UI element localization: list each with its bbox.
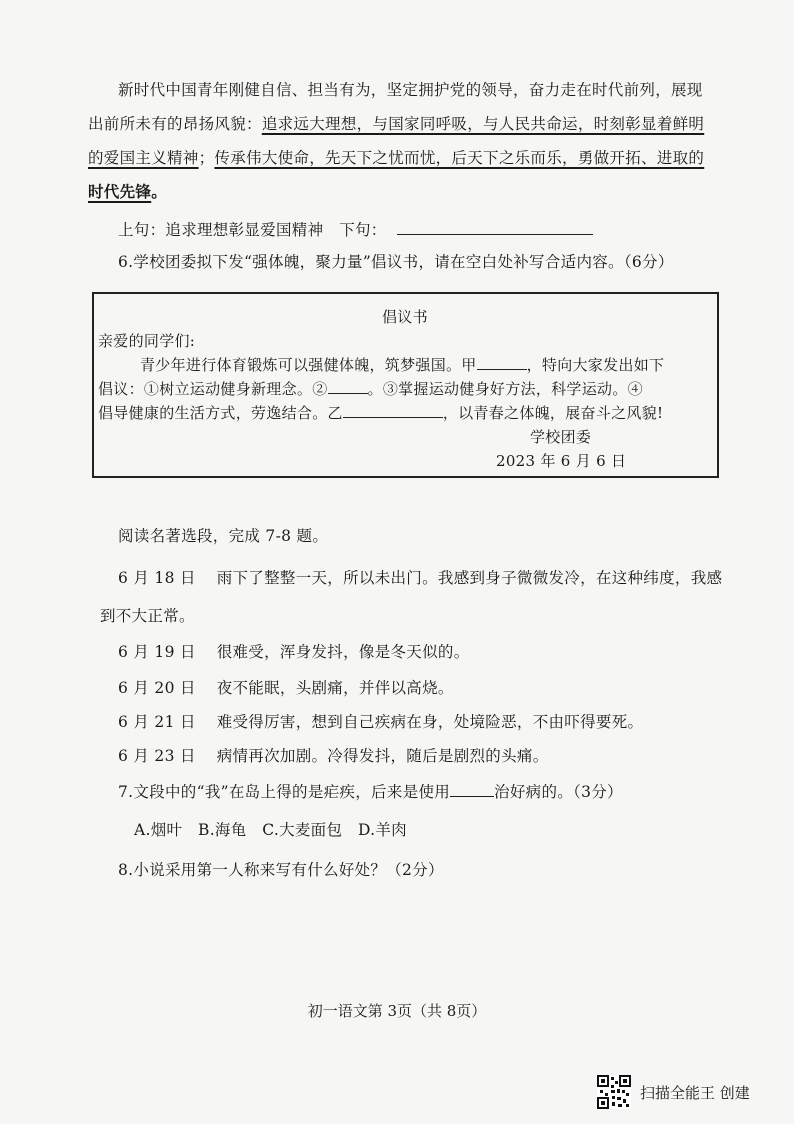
underlined-phrase-1: 追求远大理想，与国家同呼吸，与人民共命运，时刻彰显着鲜明 [261,115,705,133]
proposal-date: 2023 年 6 月 6 日 [496,452,627,470]
diary-text-4: 难受得厉害，想到自己疾病在身，处境险恶，不由吓得要死。 [216,713,644,731]
passage-line-4 [88,180,167,202]
page-footer: 初一语文第 3页（共 8页） [307,1002,487,1020]
diary-entry-1 [118,566,722,588]
q7-prompt-a: 7.文段中的“我”在岛上得的是疟疾，后来是使用 [118,783,451,801]
diary-text-3: 夜不能眠，头剧痛，并伴以高烧。 [216,679,454,697]
q7-options [134,818,407,840]
passage-line-2 [88,112,704,134]
underlined-phrase-4: 时代先锋 [88,182,152,201]
underlined-phrase-2: 的爱国主义精神 [88,149,199,167]
diary-date-4: 6 月 21 日 [118,713,196,731]
diary-entry-3 [118,676,454,698]
diary-date-5: 6 月 23 日 [118,747,196,765]
proposal-line-3-a: 倡导健康的生活方式，劳逸结合。乙 [98,404,343,422]
proposal-line-1-a: 青少年进行体育锻炼可以强健体魄，筑梦强国。甲 [140,356,477,374]
proposal-line-1-b: ，特向大家发出如下 [526,356,665,374]
q7-prompt [118,780,623,802]
q7-prompt-b: 治好病的。（3分） [494,783,623,801]
proposal-signer: 学校团委 [530,428,592,446]
diary-text-2: 很难受，浑身发抖，像是冬天似的。 [216,643,470,661]
proposal-line-1 [140,354,664,375]
diary-date-2: 6 月 19 日 [118,643,196,661]
underlined-phrase-3: 传承伟大使命，先天下之忧而忧，后天下之乐而乐，勇做开拓、进取的 [214,149,705,167]
blank-item-2[interactable] [328,381,368,394]
q8-prompt: 8.小说采用第一人称来写有什么好处？（2分） [118,861,444,879]
couplet-answer-blank[interactable] [397,222,593,235]
proposal-line-2 [98,378,643,399]
couplet-line [118,218,593,240]
proposal-line-3-b: ，以青春之体魄，展奋斗之风貌! [442,404,664,422]
passage-line-3 [88,146,704,168]
separator: ； [198,149,215,167]
q7-option-c[interactable]: C.大麦面包 [262,821,343,839]
qr-code-icon [597,1075,631,1109]
diary-entry-5 [118,744,549,766]
q7-option-b[interactable]: B.海龟 [198,821,247,839]
reading-intro: 阅读名著选段，完成 7-8 题。 [118,527,329,545]
proposal-line-2-b: 。③掌握运动健身好方法，科学运动。④ [367,380,643,398]
diary-text-1: 雨下了整整一天，所以未出门。我感到身子微微发冷，在这种纬度，我感 [216,569,723,587]
diary-text-5: 病情再次加剧。冷得发抖，随后是剧烈的头痛。 [216,747,549,765]
diary-date-1: 6 月 18 日 [118,569,196,587]
diary-entry-2 [118,640,470,662]
diary-entry-4 [118,710,643,732]
blank-yi[interactable] [343,405,443,418]
passage-line-2-lead: 出前所未有的昂扬风貌： [88,115,262,133]
proposal-title: 倡议书 [382,308,428,326]
scanner-watermark: 扫描全能王 创建 [640,1084,750,1102]
q6-prompt: 6.学校团委拟下发“强体魄，聚力量”倡议书，请在空白处补写合适内容。（6分） [118,253,674,271]
blank-jia[interactable] [477,357,527,370]
q7-option-d[interactable]: D.羊肉 [357,821,407,839]
proposal-line-3 [98,402,663,423]
period: 。 [151,182,168,201]
diary-date-3: 6 月 20 日 [118,679,196,697]
proposal-line-2-a: 倡议：①树立运动健身新理念。② [98,380,328,398]
proposal-greeting: 亲爱的同学们: [98,332,196,350]
q7-answer-blank[interactable] [450,784,494,797]
q7-option-a[interactable]: A.烟叶 [134,821,183,839]
couplet-label: 上句：追求理想彰显爱国精神 下句： [118,221,387,239]
diary-entry-1-cont: 到不大正常。 [100,607,195,625]
passage-line-1: 新时代中国青年刚健自信、担当有为，坚定拥护党的领导，奋力走在时代前列，展现 [118,81,703,99]
